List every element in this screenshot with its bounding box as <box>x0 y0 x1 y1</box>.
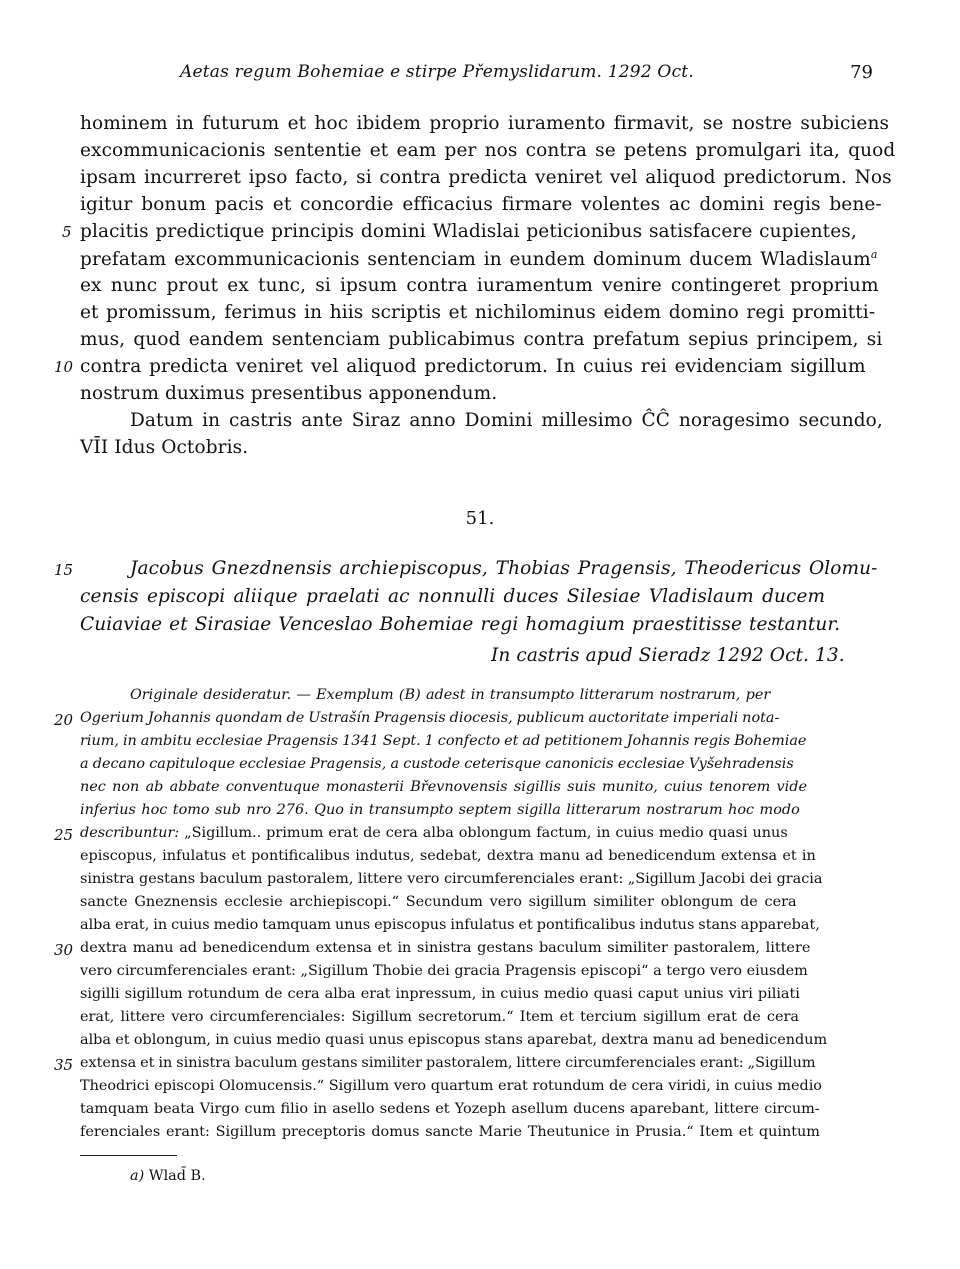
commentary-line: Ogerium Johannis quondam de Ustrašín Pragensis diocesis, publicum auctoritate imperiali nota- <box>80 710 780 726</box>
transumpt-line: Theodrici episcopi Olomucensis.“ Sigillum vero quartum erat rotundum de cera viridi, in cuius medio <box>80 1078 822 1094</box>
footnote-divider <box>80 1155 177 1156</box>
regest-line: Jacobus Gnezdnensis archiepiscopus, Thobias Pragensis, Theodericus Olomu- <box>130 558 878 579</box>
text-line: VĪI Idus Octobris. <box>80 437 249 458</box>
transumpt-line: episcopus, infulatus et pontificalibus indutus, sedebat, dextra manu ad benedicendum extensa et in <box>80 848 816 864</box>
running-title: Aetas regum Bohemiae e stirpe Přemyslidarum. 1292 Oct. <box>180 62 694 82</box>
commentary-line: nec non ab abbate conventuque monasterii Břevnovensis sigillis suis munito, cuius tenorem vide <box>80 779 807 795</box>
text-line: igitur bonum pacis et concordie efficacius firmare volentes ac domini regis bene- <box>80 194 882 215</box>
text-line: ex nunc prout ex tunc, si ipsum contra iuramentum venire contingeret proprium <box>80 275 879 296</box>
transumpt-line: ferenciales erant: Sigillum preceptoris domus sancte Marie Theutunice in Prusia.“ Item et quintum <box>80 1124 820 1140</box>
text-line: mus, quod eandem sentenciam publicabimus contra prefatum sepius principem, si <box>80 329 883 350</box>
transumpt-line: sinistra gestans baculum pastoralem, littere vero circumferenciales erant: „Sigillum Jacobi dei gracia <box>80 871 823 887</box>
line-number: 5 <box>62 223 72 241</box>
commentary-line: Originale desideratur. — Exemplum (B) adest in transumpto litterarum nostrarum, per <box>130 687 771 703</box>
regest-line: Cuiaviae et Sirasiae Venceslao Bohemiae regi homagium praestitisse testantur. <box>80 614 841 635</box>
transumpt-line: alba et oblongum, in cuius medio quasi unus episcopus stans aparebat, dextra manu ad benedicendum <box>80 1032 828 1048</box>
transumpt-line: erat, littere vero circumferenciales: Sigillum secretorum.“ Item et tercium sigillum erat de cera <box>80 1009 799 1025</box>
line-number: 35 <box>54 1056 74 1074</box>
text-line: nostrum duximus presentibus apponendum. <box>80 383 498 404</box>
text-segment: describuntur: <box>80 825 180 841</box>
transumpt-line: sancte Gneznensis ecclesie archiepiscopi.“ Secundum vero sigillum similiter oblongum de cera <box>80 894 797 910</box>
line-number: 10 <box>54 358 74 376</box>
transumpt-line: tamquam beata Virgo cum filio in asello sedens et Yozeph asellum ducens aparebant, littere circum- <box>80 1101 820 1117</box>
commentary-line: a decano capituloque ecclesiae Pragensis, a custode ceterisque canonicis ecclesiae Vyšehradensis <box>80 756 794 772</box>
text-line: contra predicta veniret vel aliquod predictorum. In cuius rei evidenciam sigillum <box>80 356 866 377</box>
footnote-text: Wlad̄ B. <box>148 1168 206 1184</box>
text-segment: „Sigillum.. primum erat de cera alba oblongum factum, in cuius medio quasi unus <box>179 825 788 841</box>
line-number: 30 <box>54 941 74 959</box>
footnote <box>130 1168 206 1184</box>
page-number: 79 <box>850 62 873 83</box>
regest-line: censis episcopi aliique praelati ac nonnulli duces Silesiae Vladislaum ducem <box>80 586 826 607</box>
commentary-line <box>80 825 875 841</box>
text-segment: prefatam excommunicacionis sentenciam in eundem dominum ducem Wladislaum <box>80 249 871 271</box>
transumpt-line: dextra manu ad benedicendum extensa et in sinistra gestans baculum similiter pastoralem, littere <box>80 940 811 956</box>
text-line: excommunicacionis sententie et eam per nos contra se petens promulgari ita, quod <box>80 140 896 161</box>
transumpt-line: sigilli sigillum rotundum de cera alba erat inpressum, in cuius medio quasi caput unius viri piliati <box>80 986 800 1002</box>
transumpt-line: alba erat, in cuius medio tamquam unus episcopus infulatus et pontificalibus indutus stans apparebat, <box>80 917 820 933</box>
footnote-reference: a <box>870 248 878 261</box>
commentary-line: rium, in ambitu ecclesiae Pragensis 1341 Sept. 1 confecto et ad petitionem Johannis regis Bohemiae <box>80 733 807 749</box>
line-number: 25 <box>54 826 74 844</box>
footnote-mark: a) <box>130 1168 145 1184</box>
transumpt-line: vero circumferenciales erant: „Sigillum Thobie dei gracia Pragensis episcopi“ a tergo vero eiusdem <box>80 963 808 979</box>
document-number: 51. <box>465 508 495 529</box>
place-date: In castris apud Sieradz 1292 Oct. 13. <box>491 645 845 666</box>
page-header <box>80 62 875 88</box>
line-number: 20 <box>54 711 74 729</box>
text-line: placitis predictique principis domini Wladislai peticionibus satisfacere cupientes, <box>80 221 857 242</box>
text-line: et promissum, ferimus in hiis scriptis et nichilominus eidem domino regi promitti- <box>80 302 876 323</box>
commentary-line: inferius hoc tomo sub nro 276. Quo in transumpto septem sigilla litterarum nostrarum hoc modo <box>80 802 800 818</box>
transumpt-line: extensa et in sinistra baculum gestans similiter pastoralem, littere circumferenciales erant: „Sigillum <box>80 1055 816 1071</box>
text-line: hominem in futurum et hoc ibidem proprio iuramento firmavit, se nostre subiciens <box>80 113 890 134</box>
text-line <box>80 248 878 271</box>
text-line: Datum in castris ante Siraz anno Domini millesimo ĈĈ noragesimo secundo, <box>130 410 883 431</box>
line-number: 15 <box>54 561 74 579</box>
text-line: ipsam incurreret ipso facto, si contra predicta veniret vel aliquod predictorum. Nos <box>80 167 892 188</box>
